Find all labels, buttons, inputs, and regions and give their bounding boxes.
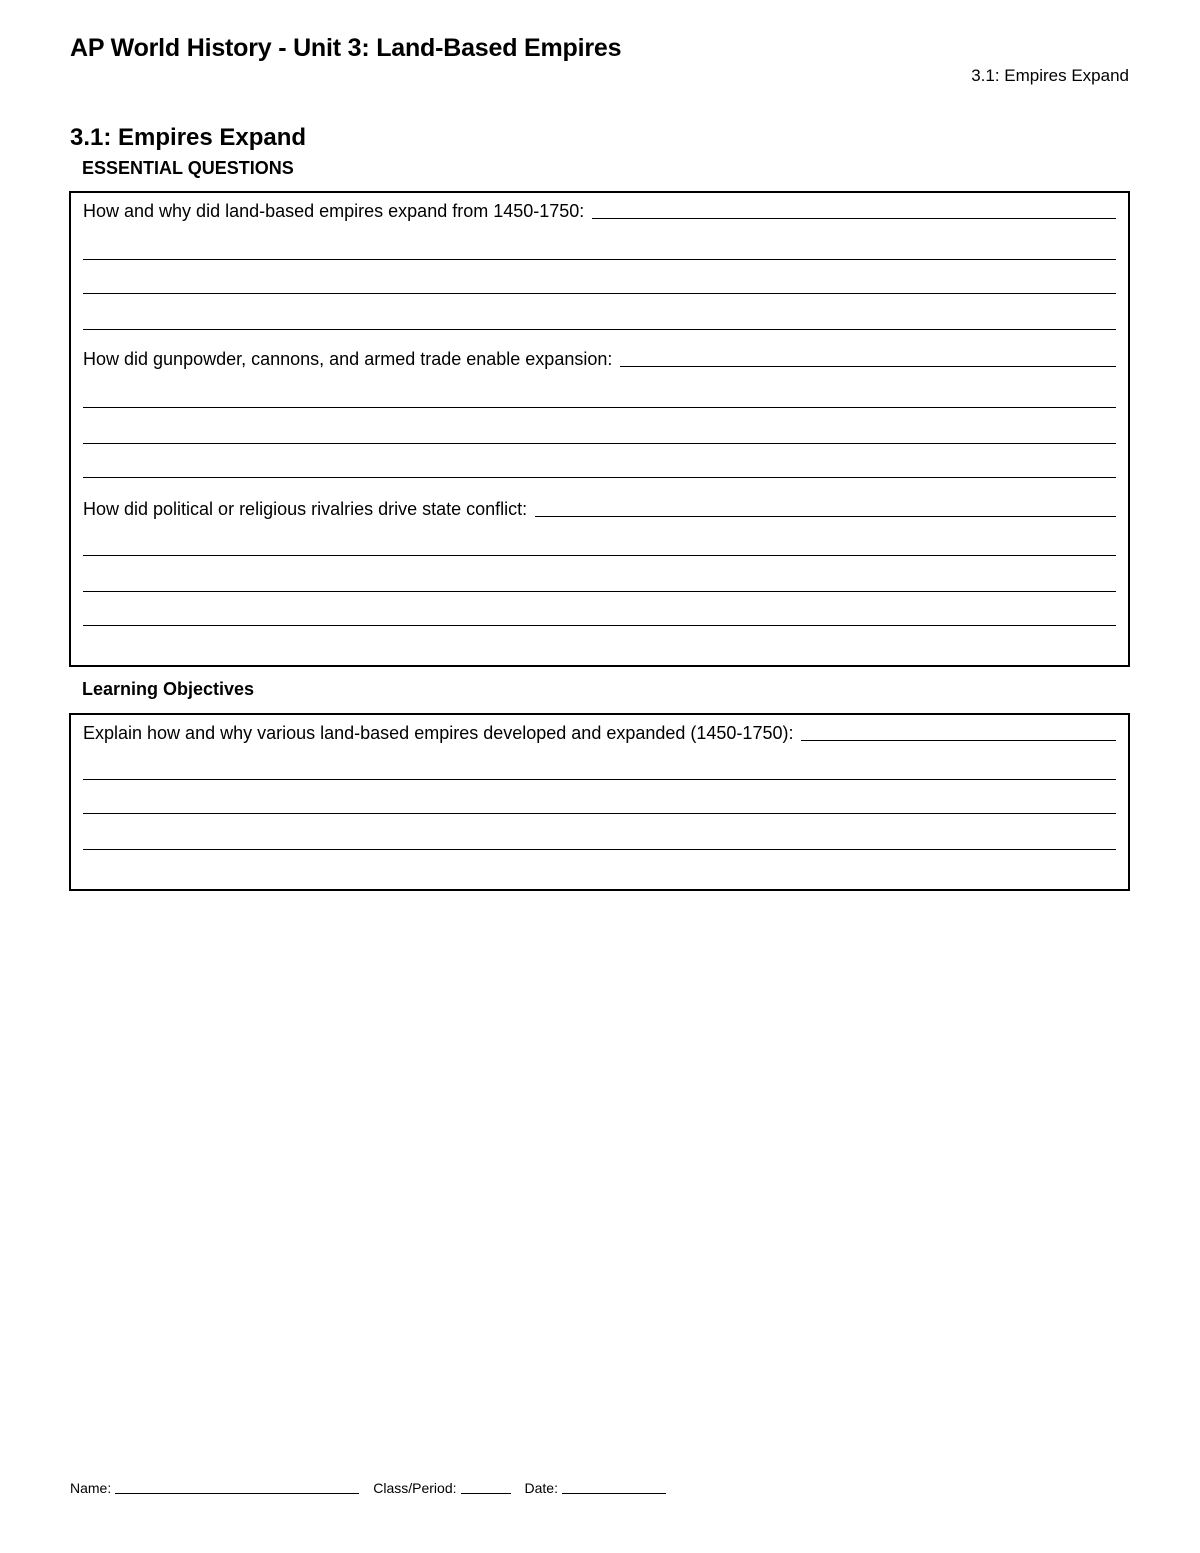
answer-line[interactable] xyxy=(83,329,1116,330)
learning-objectives-box xyxy=(69,713,1130,891)
section-title: 3.1: Empires Expand xyxy=(70,124,307,151)
footer xyxy=(70,1480,680,1496)
class-period-blank[interactable] xyxy=(461,1492,511,1494)
answer-line[interactable] xyxy=(83,849,1116,850)
answer-blank[interactable] xyxy=(535,515,1116,517)
date-blank[interactable] xyxy=(562,1492,666,1494)
answer-line[interactable] xyxy=(83,625,1116,626)
essential-questions-heading: ESSENTIAL QUESTIONS xyxy=(82,158,294,178)
name-label: Name: xyxy=(70,1480,112,1496)
class-period-label: Class/Period: xyxy=(373,1480,457,1496)
question-text: How did gunpowder, cannons, and armed trade enable expansion: xyxy=(83,349,613,369)
answer-blank[interactable] xyxy=(801,739,1116,741)
answer-line[interactable] xyxy=(83,443,1116,444)
essential-questions-box xyxy=(69,191,1130,667)
question-text: How did political or religious rivalries drive state conflict: xyxy=(83,499,528,519)
answer-blank[interactable] xyxy=(620,365,1116,367)
answer-line[interactable] xyxy=(83,555,1116,556)
objective-text: Explain how and why various land-based empires developed and expanded (1450-1750): xyxy=(83,723,794,743)
answer-line[interactable] xyxy=(83,407,1116,408)
essential-question-3 xyxy=(83,499,1116,520)
answer-line[interactable] xyxy=(83,259,1116,260)
answer-blank[interactable] xyxy=(592,217,1116,219)
answer-line[interactable] xyxy=(83,813,1116,814)
name-blank[interactable] xyxy=(115,1492,359,1494)
answer-line[interactable] xyxy=(83,477,1116,478)
answer-line[interactable] xyxy=(83,591,1116,592)
essential-question-2 xyxy=(83,349,1116,370)
answer-line[interactable] xyxy=(83,293,1116,294)
question-text: How and why did land-based empires expand from 1450-1750: xyxy=(83,201,585,221)
document-title: AP World History - Unit 3: Land-Based Empires xyxy=(70,34,622,62)
learning-objectives-heading: Learning Objectives xyxy=(82,679,255,699)
learning-objective-1 xyxy=(83,723,1116,744)
essential-question-1 xyxy=(83,201,1116,222)
answer-line[interactable] xyxy=(83,779,1116,780)
date-label: Date: xyxy=(524,1480,558,1496)
header-topic: 3.1: Empires Expand xyxy=(971,66,1129,85)
